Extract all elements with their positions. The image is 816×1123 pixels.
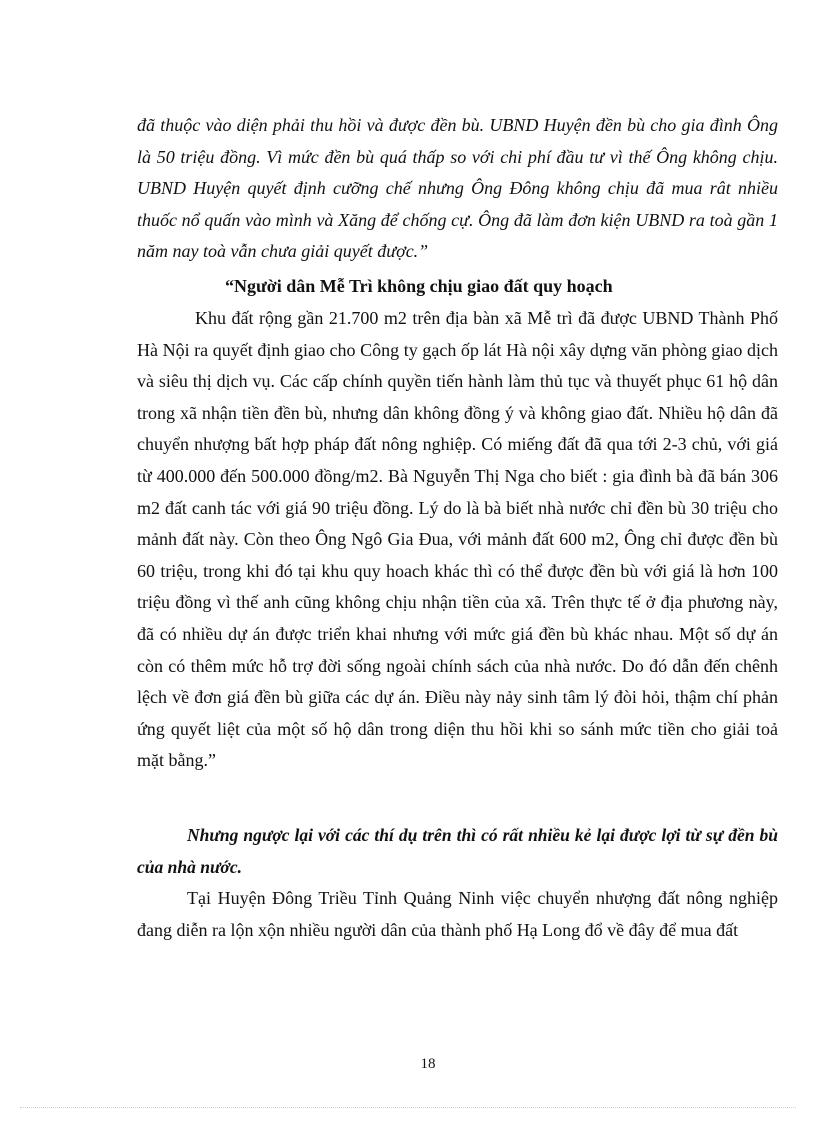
body-paragraph-1: Khu đất rộng gần 21.700 m2 trên địa bàn xã Mễ trì đã được UBND Thành Phố Hà Nội ra quyết định giao cho Công ty gạch ốp lát Hà nội xây dựng văn phòng giao dịch và siêu thị dịch vụ. Các cấp chính quyền tiến hành làm thủ tục và thuyết phục 61 hộ dân trong xã nhận tiền đền bù, nhưng dân không đồng ý và không giao đất. Nhiều hộ dân đã chuyển nhượng bất hợp pháp đất nông nghiệp. Có miếng đất đã qua tới 2-3 chủ, với giá từ 400.000 đến 500.000 đồng/m2. Bà Nguyễn Thị Nga cho biết : gia đình bà đã bán 306 m2 đất canh tác với giá 90 triệu đồng. Lý do là bà biết nhà nước chỉ đền bù 30 triệu cho mảnh đất này. Còn theo Ông Ngô Gia Đua, với mảnh đất 600 m2, Ông chỉ được đền bù 60 triệu, trong khi đó tại khu quy hoach khác thì có thể được đền bù với giá là hơn 100 triệu đồng vì thế anh cũng không chịu nhận tiền của xã. Trên thực tế ở địa phương này, đã có nhiều dự án được triển khai nhưng với mức giá đền bù khác nhau. Một số dự án còn có thêm mức hỗ trợ đời sống ngoài chính sách của nhà nước. Do đó dẫn đến chênh lệch về đơn giá đền bù giữa các dự án. Điều này nảy sinh tâm lý đòi hỏi, thậm chí phản ứng quyết liệt của một số hộ dân trong diện thu hồi khi so sánh mức tiền cho giải toả mặt bằng.” <box>137 308 778 771</box>
emphasis-paragraph: Nhưng ngược lại với các thí dụ trên thì có rất nhiều kẻ lại được lợi từ sự đền bù của nhà nước. <box>137 825 778 877</box>
page-number: 18 <box>420 1056 436 1072</box>
page-bottom-divider <box>20 1107 796 1108</box>
section-heading: “Người dân Mễ Trì không chịu giao đất quy hoạch <box>225 276 613 296</box>
quote-continuation-paragraph: đã thuộc vào diện phải thu hồi và được đền bù. UBND Huyện đền bù cho gia đình Ông là 50 triệu đồng. Vì mức đền bù quá thấp so với chi phí đầu tư vì thế Ông không chịu. UBND Huyện quyết định cưỡng chế nhưng Ông Đông không chịu đã mua rât nhiều thuốc nổ quấn vào mình và Xăng để chống cự. Ông đã làm đơn kiện UBND ra toà gần 1 năm nay toà vẫn chưa giải quyết được.” <box>137 115 778 262</box>
body-paragraph-2: Tại Huyện Đông Triều Tỉnh Quảng Ninh việc chuyển nhượng đất nông nghiệp đang diễn ra lộn xộn nhiều người dân của thành phố Hạ Long đổ về đây để mua đất <box>137 888 778 940</box>
